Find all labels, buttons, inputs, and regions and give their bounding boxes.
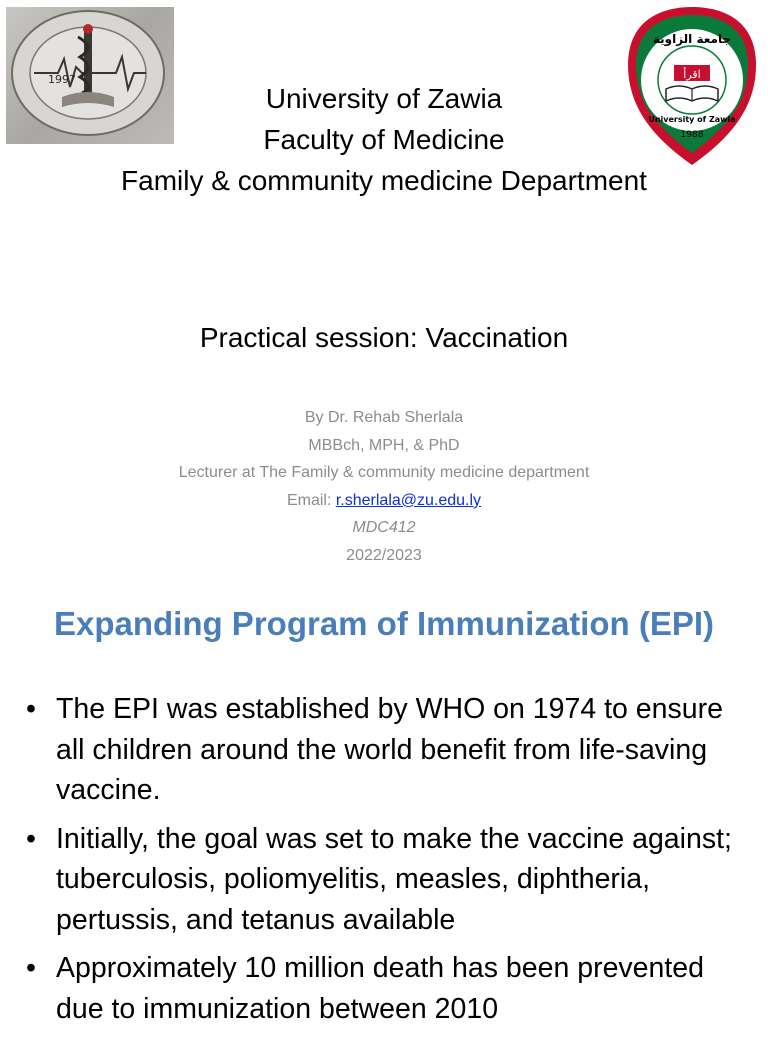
bullet-text: Initially, the goal was set to make the vaccine against; tuberculosis, poliomyelitis, measles, diphtheria, pertussis, and tetanus available <box>56 822 732 936</box>
author-degrees: MBBch, MPH, & PhD <box>308 436 460 454</box>
session-title: Practical session: Vaccination <box>199 322 569 353</box>
faculty-name: Faculty of Medicine <box>263 124 505 155</box>
bullet-item <box>26 689 756 811</box>
bullet-text: Approximately 10 million death has been prevented due to immunization between 2010 <box>56 952 704 1025</box>
epi-slide-title: Expanding Program of Immunization (EPI) <box>53 605 715 642</box>
bullet-item <box>26 819 756 941</box>
bullet-item <box>26 948 756 1029</box>
department-name: Family & community medicine Department <box>121 165 647 196</box>
email-line <box>0 487 768 515</box>
bullet-text: The EPI was established by WHO on 1974 to ensure all children around the world benefit from life-saving vaccine. <box>56 693 723 806</box>
academic-year: 2022/2023 <box>346 546 422 564</box>
author-position: Lecturer at The Family & community medicine department <box>178 464 590 482</box>
institution-header <box>0 78 768 201</box>
seal-arabic-name: جامعة الزاوية <box>652 32 732 46</box>
university-name: University of Zawia <box>265 83 503 114</box>
seal-arabic-word: اقرأ <box>683 68 701 81</box>
seal-year: 1988 <box>680 130 704 140</box>
bullet-icon: • <box>26 952 36 984</box>
bullet-icon: • <box>26 822 36 855</box>
author-name: By Dr. Rehab Sherlala <box>304 409 464 426</box>
course-code: MDC412 <box>352 519 416 537</box>
email-link[interactable]: r.sherlala@zu.edu.ly <box>335 491 482 509</box>
epi-slide <box>0 585 768 1024</box>
logo-year-text: 1997 <box>48 73 76 86</box>
seal-english-name: University of Zawia <box>648 115 736 124</box>
bullet-list <box>26 689 756 1037</box>
email-label: Email: <box>286 491 336 509</box>
author-info <box>0 404 768 570</box>
bullet-icon: • <box>26 693 36 725</box>
